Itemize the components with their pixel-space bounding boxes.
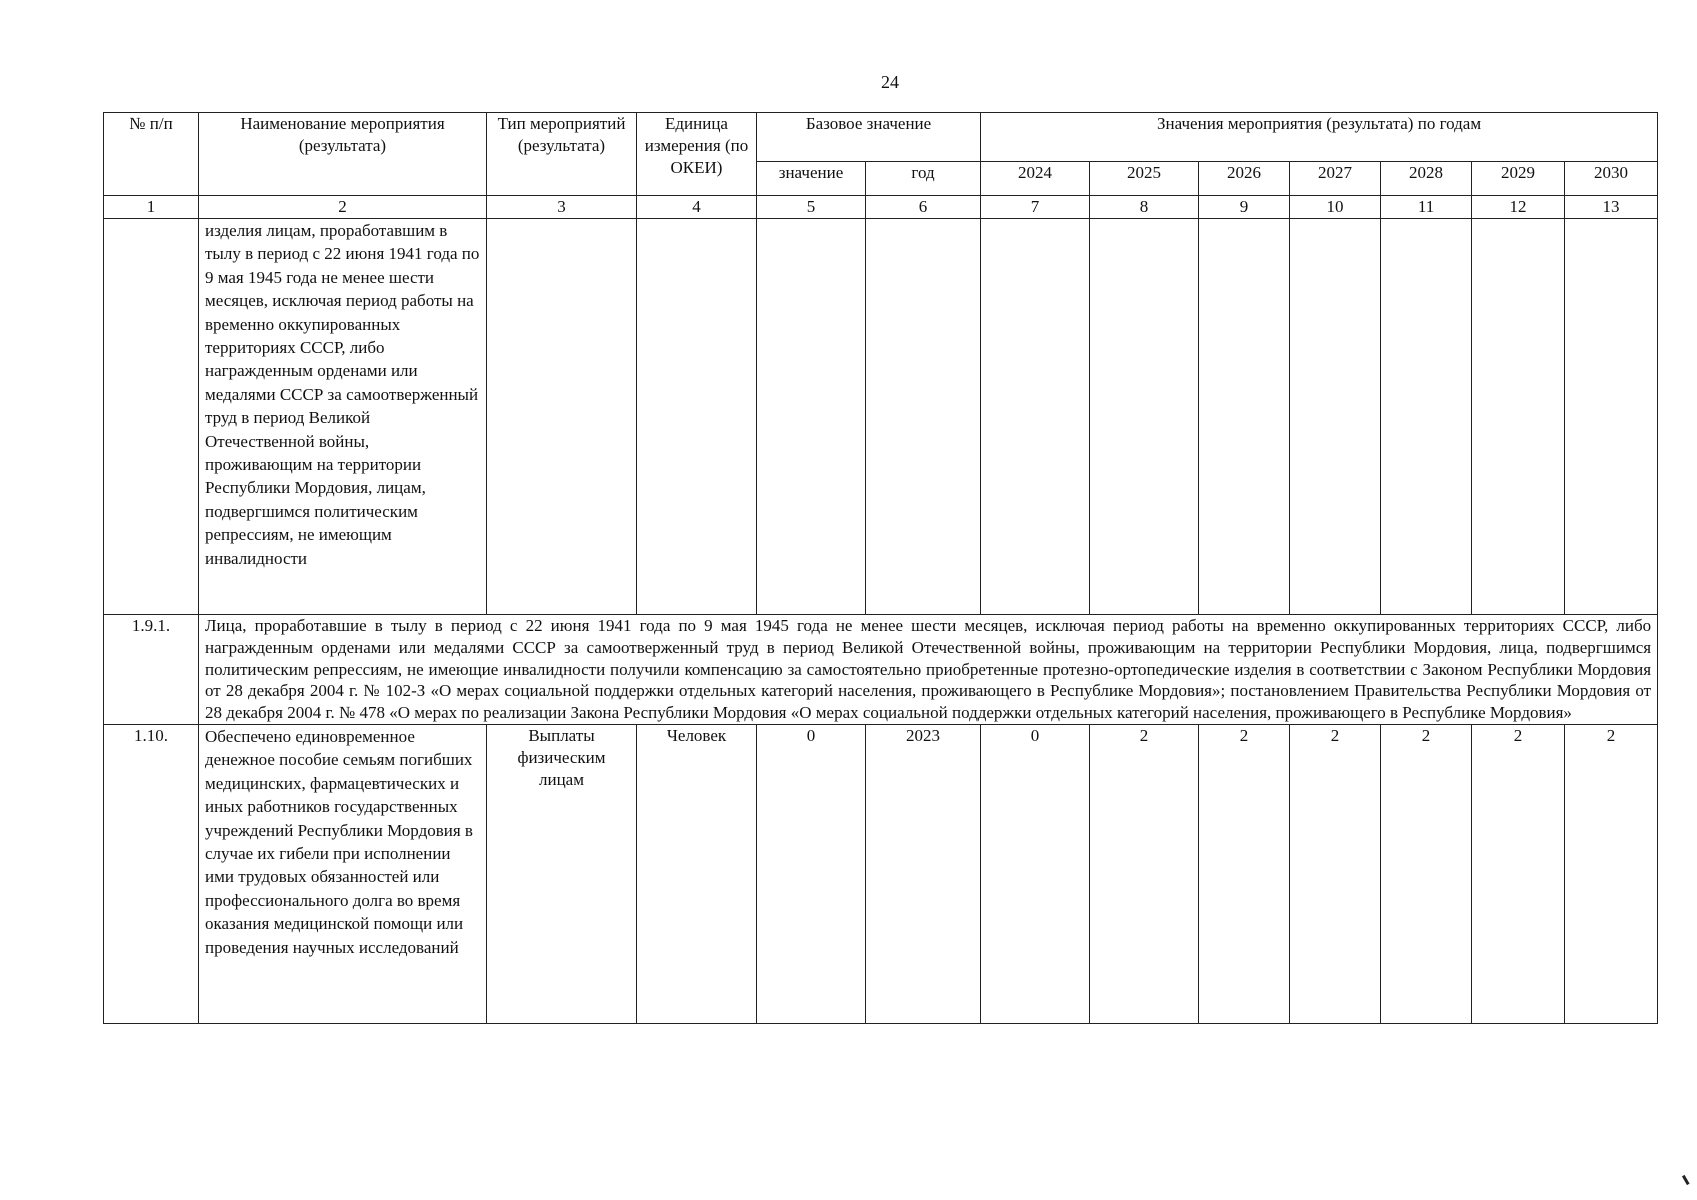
column-number: 7 — [981, 196, 1090, 219]
row-num-cell — [104, 219, 199, 615]
header-years: Значения мероприятия (результата) по годам — [981, 113, 1658, 162]
header-year-2029: 2029 — [1472, 162, 1565, 196]
column-number: 11 — [1381, 196, 1472, 219]
column-number: 10 — [1290, 196, 1381, 219]
empty-cell — [487, 219, 637, 615]
value-2026: 2 — [1199, 724, 1290, 1023]
column-number: 1 — [104, 196, 199, 219]
measure-name: Обеспечено единовременное денежное пособие семьям погибших медицинских, фармацевтических и иных работников государственных учреждений Республики Мордовия в случае их гибели при исполнении ими трудовых обязанностей или профессионального долга во время оказания медицинской помощи или проведения научных исследований — [199, 724, 487, 1023]
value-2029: 2 — [1472, 724, 1565, 1023]
row-number: 1.9.1. — [104, 615, 199, 725]
column-number: 12 — [1472, 196, 1565, 219]
table-row-1-9-1 — [104, 615, 1658, 725]
header-year-2030: 2030 — [1565, 162, 1658, 196]
column-number-row — [104, 196, 1658, 219]
header-year-2027: 2027 — [1290, 162, 1381, 196]
column-number: 8 — [1090, 196, 1199, 219]
page-number: 24 — [881, 72, 899, 92]
column-number: 4 — [637, 196, 757, 219]
empty-cell — [1199, 219, 1290, 615]
empty-cell — [1565, 219, 1658, 615]
measure-type: Выплаты физическим лицам — [487, 724, 637, 1023]
value-2025: 2 — [1090, 724, 1199, 1023]
column-number: 9 — [1199, 196, 1290, 219]
empty-cell — [866, 219, 981, 615]
measures-table — [103, 112, 1658, 1024]
header-base-value: значение — [757, 162, 866, 196]
value-2024: 0 — [981, 724, 1090, 1023]
column-number: 13 — [1565, 196, 1658, 219]
base-year: 2023 — [866, 724, 981, 1023]
value-2030: 2 — [1565, 724, 1658, 1023]
header-year-2028: 2028 — [1381, 162, 1472, 196]
header-name: Наименование мероприятия (результата) — [199, 113, 487, 196]
scan-mark — [1682, 1173, 1693, 1185]
table-row-1-10 — [104, 724, 1658, 1023]
value-2028: 2 — [1381, 724, 1472, 1023]
table-row-continuation — [104, 219, 1658, 615]
header-base-year: год — [866, 162, 981, 196]
result-description: Лица, проработавшие в тылу в период с 22 июня 1941 года по 9 мая 1945 года не менее шести месяцев, исключая период работы на временно оккупированных территориях СССР, либо награжденным орденами или медалями СССР за самоотверженный труд в период Великой Отечественной войны, проживающим на территории Республики Мордовия, лица, подвергшимся политическим репрессиям, не имеющие инвалидности получили компенсацию за самостоятельно приобретенные протезно-ортопедические изделия в соответствии с Законом Республики Мордовия от 28 декабря 2004 г. № 102-З «О мерах социальной поддержки отдельных категорий населения, проживающего в Республике Мордовия»; постановлением Правительства Республики Мордовия от 28 декабря 2004 г. № 478 «О мерах по реализации Закона Республики Мордовия «О мерах социальной поддержки отдельных категорий населения, проживающего в Республике Мордовия» — [199, 615, 1658, 725]
header-num: № п/п — [104, 113, 199, 196]
header-year-2026: 2026 — [1199, 162, 1290, 196]
column-number: 5 — [757, 196, 866, 219]
empty-cell — [757, 219, 866, 615]
column-number: 6 — [866, 196, 981, 219]
base-value: 0 — [757, 724, 866, 1023]
empty-cell — [981, 219, 1090, 615]
value-2027: 2 — [1290, 724, 1381, 1023]
empty-cell — [637, 219, 757, 615]
header-unit: Единица измерения (по ОКЕИ) — [637, 113, 757, 196]
header-year-2024: 2024 — [981, 162, 1090, 196]
empty-cell — [1090, 219, 1199, 615]
row-number: 1.10. — [104, 724, 199, 1023]
column-number: 3 — [487, 196, 637, 219]
measure-name: изделия лицам, проработавшим в тылу в период с 22 июня 1941 года по 9 мая 1945 года не менее шести месяцев, исключая период работы на временно оккупированных территориях СССР, либо награжденным орденами или медалями СССР за самоотверженный труд в период Великой Отечественной войны, проживающим на территории Республики Мордовия, лицам, подвергшимся политическим репрессиям, не имеющим инвалидности — [199, 219, 487, 615]
empty-cell — [1290, 219, 1381, 615]
header-base: Базовое значение — [757, 113, 981, 162]
column-number: 2 — [199, 196, 487, 219]
empty-cell — [1472, 219, 1565, 615]
header-type: Тип мероприятий (результата) — [487, 113, 637, 196]
empty-cell — [1381, 219, 1472, 615]
header-year-2025: 2025 — [1090, 162, 1199, 196]
measure-unit: Человек — [637, 724, 757, 1023]
